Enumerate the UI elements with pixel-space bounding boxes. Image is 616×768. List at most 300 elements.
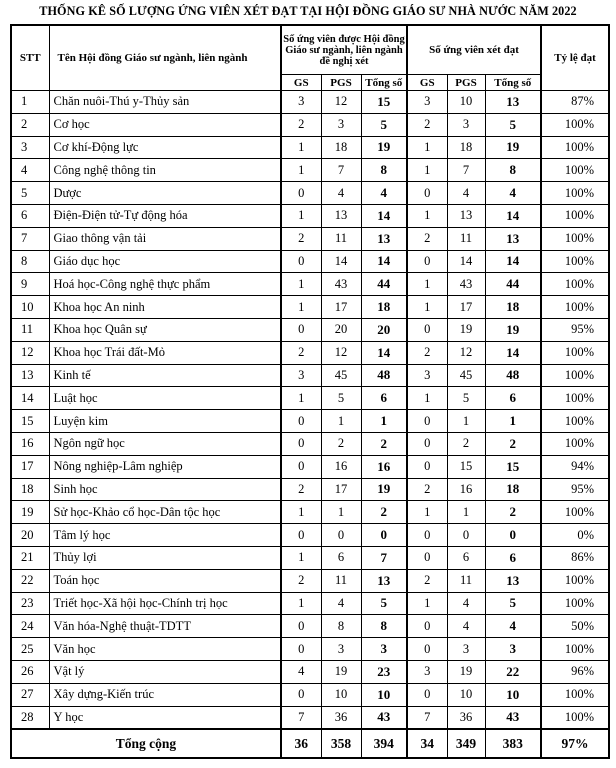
cell-rate: 100% [541, 592, 609, 615]
cell-proposed-gs: 2 [281, 227, 321, 250]
cell-passed-gs: 0 [407, 410, 447, 433]
cell-proposed-pgs: 14 [321, 250, 361, 273]
cell-council-name: Dược [49, 182, 281, 205]
cell-proposed-gs: 4 [281, 660, 321, 683]
cell-passed-gs: 0 [407, 182, 447, 205]
header-passed-gs: GS [407, 75, 447, 91]
cell-proposed-total: 0 [361, 524, 407, 547]
cell-council-name: Văn hóa-Nghệ thuật-TDTT [49, 615, 281, 638]
cell-passed-total: 18 [485, 478, 541, 501]
cell-passed-total: 4 [485, 615, 541, 638]
cell-passed-total: 2 [485, 432, 541, 455]
cell-passed-pgs: 16 [447, 478, 485, 501]
cell-passed-total: 0 [485, 524, 541, 547]
cell-passed-pgs: 19 [447, 318, 485, 341]
cell-stt: 24 [11, 615, 49, 638]
cell-stt: 21 [11, 546, 49, 569]
cell-stt: 22 [11, 569, 49, 592]
totals-label: Tổng cộng [11, 729, 281, 758]
table-row [11, 478, 609, 501]
header-passed: Số ứng viên xét đạt [407, 25, 541, 75]
cell-proposed-gs: 2 [281, 569, 321, 592]
cell-passed-total: 43 [485, 706, 541, 729]
statistics-table [10, 24, 610, 759]
cell-rate: 95% [541, 478, 609, 501]
cell-passed-total: 5 [485, 113, 541, 136]
cell-council-name: Thủy lợi [49, 546, 281, 569]
cell-passed-total: 19 [485, 318, 541, 341]
table-row [11, 569, 609, 592]
cell-stt: 19 [11, 501, 49, 524]
header-rate: Tỷ lệ đạt [541, 25, 609, 91]
cell-proposed-pgs: 1 [321, 501, 361, 524]
table-row [11, 91, 609, 114]
header-proposed-total: Tổng số [361, 75, 407, 91]
table-row [11, 182, 609, 205]
cell-proposed-pgs: 2 [321, 432, 361, 455]
cell-proposed-gs: 2 [281, 478, 321, 501]
cell-stt: 14 [11, 387, 49, 410]
cell-council-name: Sử học-Khảo cổ học-Dân tộc học [49, 501, 281, 524]
table-row [11, 250, 609, 273]
cell-passed-pgs: 13 [447, 204, 485, 227]
cell-rate: 100% [541, 273, 609, 296]
cell-council-name: Toán học [49, 569, 281, 592]
cell-passed-total: 14 [485, 204, 541, 227]
cell-passed-gs: 1 [407, 159, 447, 182]
cell-passed-gs: 0 [407, 455, 447, 478]
cell-proposed-pgs: 17 [321, 478, 361, 501]
cell-proposed-total: 8 [361, 615, 407, 638]
cell-passed-total: 5 [485, 592, 541, 615]
cell-passed-total: 8 [485, 159, 541, 182]
cell-passed-gs: 0 [407, 638, 447, 661]
table-row [11, 364, 609, 387]
cell-proposed-total: 14 [361, 341, 407, 364]
cell-council-name: Triết học-Xã hội học-Chính trị học [49, 592, 281, 615]
cell-council-name: Ngôn ngữ học [49, 432, 281, 455]
cell-council-name: Điện-Điện tử-Tự động hóa [49, 204, 281, 227]
cell-proposed-total: 2 [361, 501, 407, 524]
cell-rate: 100% [541, 296, 609, 319]
cell-proposed-gs: 1 [281, 387, 321, 410]
cell-council-name: Cơ khí-Động lực [49, 136, 281, 159]
cell-proposed-gs: 0 [281, 250, 321, 273]
cell-proposed-pgs: 7 [321, 159, 361, 182]
table-row [11, 432, 609, 455]
table-row [11, 159, 609, 182]
totals-proposed-gs: 36 [281, 729, 321, 758]
totals-proposed-total: 394 [361, 729, 407, 758]
cell-passed-pgs: 10 [447, 683, 485, 706]
table-row [11, 204, 609, 227]
cell-council-name: Kinh tế [49, 364, 281, 387]
cell-passed-total: 22 [485, 660, 541, 683]
cell-council-name: Văn học [49, 638, 281, 661]
cell-passed-gs: 3 [407, 660, 447, 683]
cell-stt: 15 [11, 410, 49, 433]
cell-proposed-total: 20 [361, 318, 407, 341]
cell-rate: 100% [541, 136, 609, 159]
cell-passed-total: 13 [485, 569, 541, 592]
cell-council-name: Luật học [49, 387, 281, 410]
cell-council-name: Chăn nuôi-Thú y-Thủy sản [49, 91, 281, 114]
cell-passed-total: 10 [485, 683, 541, 706]
cell-proposed-pgs: 11 [321, 227, 361, 250]
cell-rate: 96% [541, 660, 609, 683]
cell-stt: 16 [11, 432, 49, 455]
cell-passed-pgs: 2 [447, 432, 485, 455]
table-row [11, 113, 609, 136]
cell-rate: 100% [541, 410, 609, 433]
table-row [11, 136, 609, 159]
cell-stt: 17 [11, 455, 49, 478]
cell-passed-total: 15 [485, 455, 541, 478]
cell-council-name: Vật lý [49, 660, 281, 683]
table-row [11, 455, 609, 478]
cell-council-name: Giáo dục học [49, 250, 281, 273]
cell-proposed-gs: 1 [281, 204, 321, 227]
cell-rate: 87% [541, 91, 609, 114]
cell-stt: 12 [11, 341, 49, 364]
cell-proposed-total: 4 [361, 182, 407, 205]
cell-passed-gs: 0 [407, 615, 447, 638]
cell-proposed-pgs: 3 [321, 113, 361, 136]
cell-passed-gs: 0 [407, 546, 447, 569]
cell-passed-pgs: 0 [447, 524, 485, 547]
table-row [11, 660, 609, 683]
cell-passed-pgs: 5 [447, 387, 485, 410]
cell-rate: 50% [541, 615, 609, 638]
table-row [11, 410, 609, 433]
cell-proposed-total: 19 [361, 136, 407, 159]
cell-proposed-total: 43 [361, 706, 407, 729]
cell-council-name: Y học [49, 706, 281, 729]
cell-council-name: Sinh học [49, 478, 281, 501]
cell-passed-gs: 2 [407, 341, 447, 364]
cell-proposed-pgs: 4 [321, 182, 361, 205]
cell-passed-gs: 0 [407, 432, 447, 455]
cell-rate: 100% [541, 159, 609, 182]
cell-proposed-gs: 1 [281, 273, 321, 296]
cell-passed-total: 48 [485, 364, 541, 387]
cell-proposed-gs: 2 [281, 341, 321, 364]
cell-passed-gs: 2 [407, 569, 447, 592]
cell-stt: 8 [11, 250, 49, 273]
cell-passed-pgs: 11 [447, 227, 485, 250]
page-title: THỐNG KÊ SỐ LƯỢNG ỨNG VIÊN XÉT ĐẠT TẠI HỘI ĐỒNG GIÁO SƯ NHÀ NƯỚC NĂM 2022 [39, 4, 577, 18]
cell-passed-total: 4 [485, 182, 541, 205]
cell-proposed-total: 44 [361, 273, 407, 296]
table-row [11, 615, 609, 638]
cell-proposed-pgs: 13 [321, 204, 361, 227]
cell-council-name: Luyện kim [49, 410, 281, 433]
cell-passed-gs: 0 [407, 318, 447, 341]
cell-stt: 28 [11, 706, 49, 729]
cell-passed-pgs: 1 [447, 501, 485, 524]
table-row [11, 318, 609, 341]
cell-proposed-total: 19 [361, 478, 407, 501]
cell-rate: 100% [541, 501, 609, 524]
cell-passed-pgs: 10 [447, 91, 485, 114]
table-row [11, 524, 609, 547]
cell-passed-gs: 2 [407, 113, 447, 136]
cell-rate: 100% [541, 250, 609, 273]
cell-passed-total: 6 [485, 387, 541, 410]
totals-passed-pgs: 349 [447, 729, 485, 758]
cell-passed-gs: 2 [407, 227, 447, 250]
cell-stt: 7 [11, 227, 49, 250]
cell-proposed-gs: 7 [281, 706, 321, 729]
cell-passed-gs: 1 [407, 204, 447, 227]
cell-stt: 3 [11, 136, 49, 159]
cell-proposed-gs: 0 [281, 455, 321, 478]
cell-proposed-gs: 1 [281, 501, 321, 524]
totals-row [11, 729, 609, 758]
cell-rate: 95% [541, 318, 609, 341]
cell-rate: 100% [541, 569, 609, 592]
cell-council-name: Xây dựng-Kiến trúc [49, 683, 281, 706]
cell-proposed-pgs: 36 [321, 706, 361, 729]
cell-proposed-gs: 1 [281, 546, 321, 569]
cell-passed-pgs: 15 [447, 455, 485, 478]
cell-proposed-total: 13 [361, 227, 407, 250]
cell-rate: 100% [541, 182, 609, 205]
cell-stt: 23 [11, 592, 49, 615]
cell-passed-total: 19 [485, 136, 541, 159]
cell-stt: 20 [11, 524, 49, 547]
cell-proposed-gs: 2 [281, 113, 321, 136]
table-row [11, 592, 609, 615]
cell-passed-pgs: 6 [447, 546, 485, 569]
cell-proposed-pgs: 16 [321, 455, 361, 478]
cell-stt: 26 [11, 660, 49, 683]
table-row [11, 296, 609, 319]
cell-passed-pgs: 19 [447, 660, 485, 683]
cell-proposed-gs: 0 [281, 683, 321, 706]
cell-passed-pgs: 12 [447, 341, 485, 364]
cell-proposed-pgs: 45 [321, 364, 361, 387]
cell-stt: 9 [11, 273, 49, 296]
cell-rate: 100% [541, 638, 609, 661]
cell-stt: 4 [11, 159, 49, 182]
cell-proposed-gs: 1 [281, 159, 321, 182]
table-row [11, 273, 609, 296]
cell-passed-pgs: 36 [447, 706, 485, 729]
cell-passed-total: 2 [485, 501, 541, 524]
table-row [11, 501, 609, 524]
table-row [11, 638, 609, 661]
cell-council-name: Cơ học [49, 113, 281, 136]
cell-stt: 18 [11, 478, 49, 501]
cell-passed-gs: 3 [407, 364, 447, 387]
cell-proposed-total: 5 [361, 592, 407, 615]
cell-stt: 1 [11, 91, 49, 114]
cell-stt: 11 [11, 318, 49, 341]
table-row [11, 546, 609, 569]
cell-proposed-gs: 0 [281, 318, 321, 341]
cell-proposed-total: 14 [361, 204, 407, 227]
cell-passed-pgs: 3 [447, 113, 485, 136]
cell-proposed-gs: 1 [281, 592, 321, 615]
cell-proposed-total: 1 [361, 410, 407, 433]
cell-proposed-total: 8 [361, 159, 407, 182]
cell-proposed-total: 3 [361, 638, 407, 661]
cell-proposed-gs: 0 [281, 638, 321, 661]
cell-proposed-total: 2 [361, 432, 407, 455]
cell-proposed-gs: 1 [281, 296, 321, 319]
cell-proposed-pgs: 4 [321, 592, 361, 615]
cell-stt: 6 [11, 204, 49, 227]
cell-proposed-gs: 0 [281, 524, 321, 547]
cell-proposed-total: 48 [361, 364, 407, 387]
cell-stt: 25 [11, 638, 49, 661]
cell-passed-total: 14 [485, 341, 541, 364]
cell-rate: 0% [541, 524, 609, 547]
cell-rate: 100% [541, 341, 609, 364]
cell-rate: 100% [541, 706, 609, 729]
cell-rate: 86% [541, 546, 609, 569]
cell-rate: 100% [541, 364, 609, 387]
cell-proposed-gs: 0 [281, 410, 321, 433]
table-row [11, 387, 609, 410]
cell-passed-pgs: 4 [447, 615, 485, 638]
cell-council-name: Nông nghiệp-Lâm nghiệp [49, 455, 281, 478]
cell-proposed-pgs: 10 [321, 683, 361, 706]
cell-passed-pgs: 43 [447, 273, 485, 296]
cell-proposed-gs: 1 [281, 136, 321, 159]
cell-passed-gs: 1 [407, 387, 447, 410]
cell-passed-gs: 0 [407, 683, 447, 706]
cell-proposed-gs: 3 [281, 364, 321, 387]
cell-proposed-total: 6 [361, 387, 407, 410]
cell-passed-gs: 0 [407, 250, 447, 273]
cell-proposed-total: 16 [361, 455, 407, 478]
cell-passed-total: 18 [485, 296, 541, 319]
cell-passed-gs: 7 [407, 706, 447, 729]
header-proposed-gs: GS [281, 75, 321, 91]
cell-passed-pgs: 3 [447, 638, 485, 661]
cell-council-name: Khoa học An ninh [49, 296, 281, 319]
table-row [11, 706, 609, 729]
cell-proposed-total: 5 [361, 113, 407, 136]
cell-passed-gs: 1 [407, 136, 447, 159]
cell-proposed-pgs: 12 [321, 341, 361, 364]
cell-proposed-pgs: 43 [321, 273, 361, 296]
cell-stt: 10 [11, 296, 49, 319]
cell-proposed-gs: 0 [281, 182, 321, 205]
cell-stt: 2 [11, 113, 49, 136]
cell-passed-pgs: 18 [447, 136, 485, 159]
cell-council-name: Khoa học Quân sự [49, 318, 281, 341]
cell-proposed-total: 7 [361, 546, 407, 569]
cell-passed-pgs: 14 [447, 250, 485, 273]
cell-passed-gs: 1 [407, 592, 447, 615]
cell-passed-gs: 1 [407, 501, 447, 524]
header-stt: STT [11, 25, 49, 91]
cell-proposed-pgs: 20 [321, 318, 361, 341]
cell-rate: 100% [541, 113, 609, 136]
cell-rate: 100% [541, 683, 609, 706]
cell-passed-gs: 0 [407, 524, 447, 547]
cell-proposed-total: 10 [361, 683, 407, 706]
header-passed-total: Tổng số [485, 75, 541, 91]
cell-passed-total: 6 [485, 546, 541, 569]
cell-proposed-gs: 0 [281, 615, 321, 638]
table-row [11, 341, 609, 364]
cell-passed-total: 13 [485, 91, 541, 114]
header-passed-pgs: PGS [447, 75, 485, 91]
cell-passed-gs: 2 [407, 478, 447, 501]
cell-council-name: Hoá học-Công nghệ thực phẩm [49, 273, 281, 296]
cell-proposed-total: 15 [361, 91, 407, 114]
header-proposed-pgs: PGS [321, 75, 361, 91]
cell-proposed-pgs: 1 [321, 410, 361, 433]
cell-passed-total: 1 [485, 410, 541, 433]
cell-proposed-pgs: 18 [321, 136, 361, 159]
cell-stt: 13 [11, 364, 49, 387]
cell-passed-pgs: 45 [447, 364, 485, 387]
cell-council-name: Tâm lý học [49, 524, 281, 547]
cell-passed-gs: 3 [407, 91, 447, 114]
cell-proposed-pgs: 5 [321, 387, 361, 410]
cell-proposed-total: 14 [361, 250, 407, 273]
cell-proposed-pgs: 17 [321, 296, 361, 319]
table-row [11, 683, 609, 706]
cell-proposed-total: 13 [361, 569, 407, 592]
cell-proposed-pgs: 12 [321, 91, 361, 114]
cell-stt: 27 [11, 683, 49, 706]
totals-passed-total: 383 [485, 729, 541, 758]
cell-passed-pgs: 4 [447, 182, 485, 205]
cell-passed-total: 13 [485, 227, 541, 250]
cell-proposed-pgs: 3 [321, 638, 361, 661]
cell-council-name: Công nghệ thông tin [49, 159, 281, 182]
cell-passed-pgs: 11 [447, 569, 485, 592]
cell-passed-total: 44 [485, 273, 541, 296]
cell-rate: 100% [541, 204, 609, 227]
cell-rate: 100% [541, 227, 609, 250]
cell-rate: 100% [541, 387, 609, 410]
cell-proposed-gs: 3 [281, 91, 321, 114]
cell-passed-pgs: 4 [447, 592, 485, 615]
cell-proposed-pgs: 19 [321, 660, 361, 683]
cell-proposed-pgs: 6 [321, 546, 361, 569]
cell-proposed-pgs: 11 [321, 569, 361, 592]
cell-proposed-total: 23 [361, 660, 407, 683]
header-proposed: Số ứng viên được Hội đồng Giáo sư ngành, liên ngành đề nghị xét [281, 25, 407, 75]
cell-passed-pgs: 17 [447, 296, 485, 319]
totals-proposed-pgs: 358 [321, 729, 361, 758]
cell-proposed-total: 18 [361, 296, 407, 319]
cell-rate: 94% [541, 455, 609, 478]
cell-proposed-gs: 0 [281, 432, 321, 455]
table-row [11, 227, 609, 250]
cell-rate: 100% [541, 432, 609, 455]
cell-passed-total: 3 [485, 638, 541, 661]
totals-rate: 97% [541, 729, 609, 758]
cell-proposed-pgs: 8 [321, 615, 361, 638]
cell-passed-gs: 1 [407, 273, 447, 296]
cell-council-name: Khoa học Trái đất-Mỏ [49, 341, 281, 364]
cell-passed-pgs: 7 [447, 159, 485, 182]
cell-passed-gs: 1 [407, 296, 447, 319]
totals-passed-gs: 34 [407, 729, 447, 758]
cell-stt: 5 [11, 182, 49, 205]
header-council-name: Tên Hội đồng Giáo sư ngành, liên ngành [49, 25, 281, 91]
cell-proposed-pgs: 0 [321, 524, 361, 547]
cell-passed-pgs: 1 [447, 410, 485, 433]
